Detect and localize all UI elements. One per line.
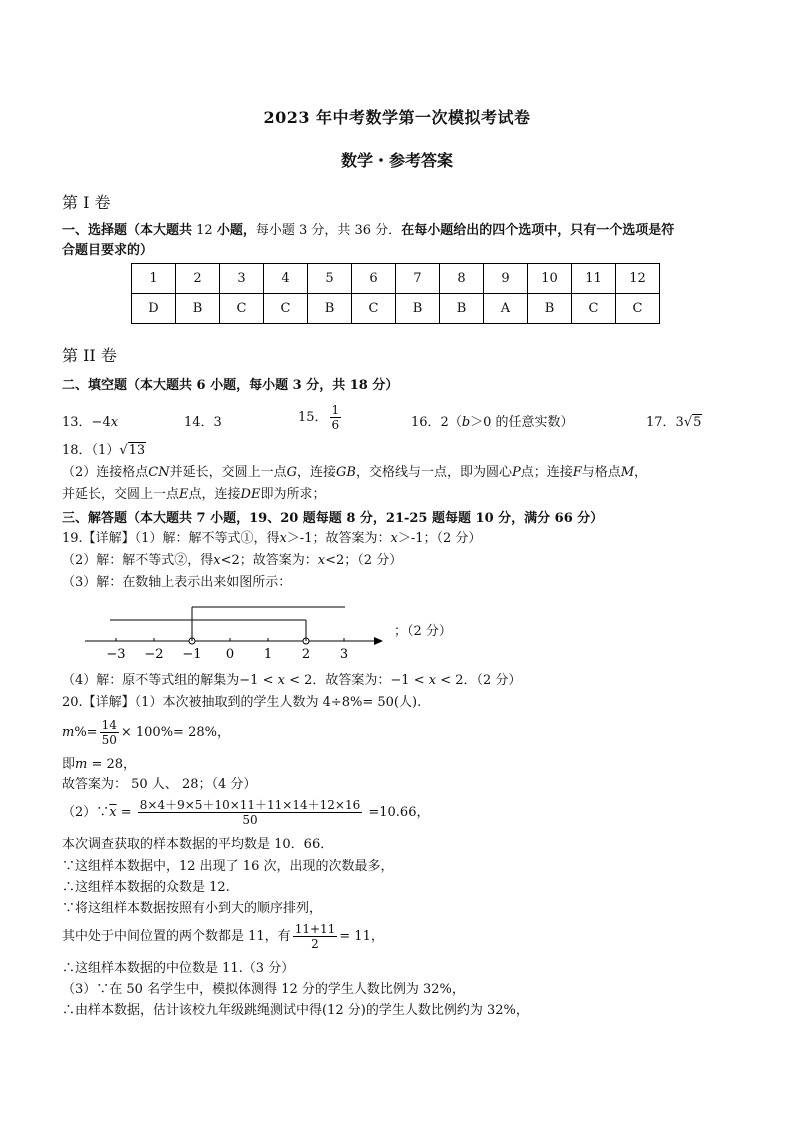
q19-l1c: ＞-1；（2 分） — [397, 531, 482, 546]
question-number-cell: 9 — [484, 264, 528, 294]
number-line-tick-label: 3 — [339, 647, 349, 662]
fill-q15 — [298, 403, 343, 432]
q15-denominator: 6 — [331, 418, 340, 432]
q18-2-e: E — [179, 487, 189, 502]
q18-2-line2a: 并延长，交圆上一点 — [62, 487, 180, 502]
q20-l5c: =10.66， — [364, 805, 430, 820]
q20-frac-num: 14 — [101, 718, 117, 732]
answer-table — [131, 263, 660, 324]
q18-2-line2c: 即为所求； — [260, 487, 326, 502]
number-line-arrow-icon — [374, 637, 383, 645]
q19-var-2: x — [390, 531, 398, 546]
q16-rest: ＞0 的任意实数） — [470, 415, 574, 430]
q19-l4e: −1 < — [390, 673, 429, 688]
answer-cell: B — [308, 294, 352, 324]
q18-2-text-e: 点；连接 — [520, 465, 573, 480]
q18-2-end: ， — [634, 465, 648, 480]
answer-cell: C — [616, 294, 660, 324]
answer-cell: C — [220, 294, 264, 324]
q19-var-1: x — [279, 531, 287, 546]
q20-l3b: = 28， — [87, 757, 137, 772]
question-number-cell: 2 — [176, 264, 220, 294]
q20-line12: （3）∵在 50 名学生中，模拟体测得 12 分的学生人数比例为 32%， — [62, 982, 465, 997]
q15-label: 15． — [298, 410, 328, 425]
q18-2-text-a: （2）连接格点 — [62, 465, 149, 480]
q19-l2a: （2）解：解不等式②，得 — [62, 553, 214, 568]
q20-mean-fraction — [138, 798, 362, 827]
section1-head-line2: 合题目要求的） — [62, 243, 154, 258]
q17-coef: 3 — [675, 415, 684, 430]
q20-line10 — [62, 922, 384, 951]
number-line-tick-label: 1 — [263, 647, 273, 662]
q19-l4d: ．故答案为： — [312, 673, 391, 688]
number-line-tick-label: 0 — [225, 647, 235, 662]
q20-l3a: 即 — [62, 757, 76, 772]
q20-line13: ∴由样本数据，估计该校九年级跳绳测试中得(12 分)的学生人数比例约为 32%， — [62, 1003, 529, 1018]
answer-cell: C — [264, 294, 308, 324]
q15-fraction — [330, 403, 342, 432]
q20-xbar: $\overline{x}$ — [109, 805, 117, 820]
q18-2-gb: GB — [336, 465, 356, 480]
question-number-cell: 3 — [220, 264, 264, 294]
section1-head-mid: 每小题 3 分，共 36 分． — [255, 223, 402, 238]
fill-q18-1: 18．（1）√13 — [62, 443, 146, 458]
answer-cell: C — [352, 294, 396, 324]
question-number-cell: 12 — [616, 264, 660, 294]
q20-median-num: 11+11 — [294, 922, 336, 936]
q20-median-fraction — [293, 922, 338, 951]
q18-2-text-b: 并延长，交圆上一点 — [169, 465, 287, 480]
q19-l2c: <2；（2 分） — [325, 553, 403, 568]
q20-pct: %= — [74, 725, 98, 740]
question-number-cell: 5 — [308, 264, 352, 294]
q20-line6: 本次调查获取的样本数据的平均数是 10．66． — [62, 837, 334, 852]
q20-l10b: = 11， — [339, 929, 384, 944]
q19-l4b: −1 < — [239, 673, 278, 688]
q20-mean-den: 50 — [242, 813, 258, 827]
q18-2-text-c: ，连接 — [297, 465, 337, 480]
q19-line1 — [62, 530, 481, 548]
q19-line3: （3）解：在数轴上表示出来如图所示： — [62, 575, 292, 590]
question-number-cell: 11 — [572, 264, 616, 294]
answer-cell: C — [572, 294, 616, 324]
question-number-cell: 7 — [396, 264, 440, 294]
answer-cell: A — [484, 294, 528, 324]
q20-median-den: 2 — [311, 937, 319, 951]
answer-table-answer-row — [132, 294, 660, 324]
question-number-cell: 1 — [132, 264, 176, 294]
q20-m-2: m — [75, 757, 88, 772]
q20-l2-rest: × 100%= 28%， — [120, 725, 230, 740]
q19-l1b: ＞-1；故答案为： — [286, 531, 391, 546]
fill-q16 — [411, 411, 574, 430]
number-line-tick-label: 2 — [301, 647, 311, 662]
section1-num: 12 — [192, 223, 217, 238]
q15-numerator: 1 — [331, 403, 340, 417]
section3-heading: 三、解答题（本大题共 7 小题，19、20 题每题 8 分，21-25 题每题 10 分，满分 66 分） — [62, 511, 604, 526]
q18-radicand: 13 — [128, 443, 146, 458]
q20-line8: ∴这组样本数据的众数是 12. — [62, 880, 230, 895]
answer-cell: B — [440, 294, 484, 324]
fill-q13 — [62, 411, 118, 430]
question-number-cell: 6 — [352, 264, 396, 294]
answer-cell: B — [176, 294, 220, 324]
number-line-tick-labels — [106, 638, 348, 662]
q20-line2 — [62, 718, 230, 747]
q20-mean-num: 8×4＋9×5＋10×11＋11×14＋12×16 — [139, 798, 361, 812]
fill-q17: 17．3√5 — [646, 415, 702, 430]
q18-2-line1 — [62, 464, 647, 482]
q18-2-text-d: ，交格线与一点，即为圆心 — [355, 465, 512, 480]
q20-line7: ∵这组样本数据中，12 出现了 16 次，出现的次数最多， — [62, 859, 394, 874]
q19-l4f: < 2 — [436, 673, 464, 688]
q20-l5b: = — [116, 805, 136, 820]
q13-var: x — [110, 415, 119, 430]
section1-head-bold1: 一、选择题（本大题共 — [62, 223, 193, 238]
q20-line3 — [62, 756, 136, 774]
page-title: 2023 年中考数学第一次模拟考试卷 — [263, 108, 531, 127]
answer-cell: B — [528, 294, 572, 324]
q20-line4: 故答案为： 50 人、 28；（4 分） — [62, 777, 257, 792]
q19-l1a: 19.【详解】（1）解：解不等式①，得 — [62, 531, 280, 546]
q20-fraction — [100, 718, 119, 747]
q17-label: 17． — [646, 415, 676, 430]
number-line-tick-label: −1 — [182, 647, 202, 662]
q20-line1: 20.【详解】（1）本次被抽取到的学生人数为 4÷8%= 50(人). — [62, 695, 422, 710]
q19-line4 — [62, 672, 521, 690]
volume-1-heading: 第 I 卷 — [62, 193, 111, 212]
q19-l4c: < 2 — [284, 673, 313, 688]
q19-var-3: x — [213, 553, 221, 568]
q18-2-cn: CN — [148, 465, 170, 480]
number-line-tick-label: −3 — [106, 647, 126, 662]
q17-radicand: 5 — [693, 415, 702, 430]
question-number-cell: 10 — [528, 264, 572, 294]
q18-2-p: P — [512, 465, 521, 480]
section1-head-bold2: 小题， — [216, 223, 256, 238]
q18-2-line2b: 点，连接 — [188, 487, 241, 502]
q13-label: 13． — [62, 415, 92, 430]
q19-numline-score: ；（2 分） — [394, 624, 452, 639]
q13-value: −4 — [91, 415, 111, 430]
q19-l4g: ．（2 分） — [463, 673, 522, 688]
number-line-diagram — [80, 600, 410, 662]
q20-l10a: 其中处于中间位置的两个数都是 11，有 — [62, 929, 291, 944]
q19-var-6: x — [428, 673, 437, 688]
q18-2-m: M — [620, 465, 635, 480]
q18-2-text-f2: 与格点 — [581, 465, 621, 480]
q18-2-de: DE — [240, 487, 261, 502]
q18-2-f: F — [572, 465, 582, 480]
q19-line2 — [62, 552, 402, 570]
q19-var-5: x — [277, 673, 285, 688]
section1-heading — [62, 222, 674, 240]
q18-label: 18．（1） — [62, 443, 120, 458]
section1-head-bold3: 在每小题给出的四个选项中，只有一个选项是符 — [401, 223, 675, 238]
q19-l4a: （4）解：原不等式组的解集为 — [62, 673, 240, 688]
question-number-cell: 4 — [264, 264, 308, 294]
q18-2-g: G — [286, 465, 298, 480]
q20-m: m — [62, 725, 75, 740]
q20-line5 — [62, 798, 429, 827]
answer-cell: B — [396, 294, 440, 324]
section2-heading: 二、填空题（本大题共 6 小题，每小题 3 分，共 18 分） — [62, 378, 399, 393]
q16-var: b — [461, 415, 471, 430]
answer-cell: D — [132, 294, 176, 324]
volume-2-heading: 第 II 卷 — [62, 346, 117, 365]
section1-heading-line2 — [62, 242, 153, 260]
q20-l5a: （2）∵ — [62, 805, 110, 820]
q20-line11: ∴这组样本数据的中位数是 11.（3 分） — [62, 961, 295, 976]
fill-q14: 14．3 — [184, 415, 222, 430]
page-subtitle: 数学・参考答案 — [340, 151, 453, 170]
q19-var-4: x — [317, 553, 326, 568]
q19-l2b: <2；故答案为： — [220, 553, 318, 568]
answer-table-number-row — [132, 264, 660, 294]
question-number-cell: 8 — [440, 264, 484, 294]
q16-label: 16．2（ — [411, 415, 462, 430]
number-line-tick-label: −2 — [144, 647, 164, 662]
q20-line9: ∵将这组样本数据按照有小到大的顺序排列， — [62, 901, 323, 916]
q18-2-line2 — [62, 486, 325, 504]
q20-frac-den: 50 — [101, 733, 117, 747]
